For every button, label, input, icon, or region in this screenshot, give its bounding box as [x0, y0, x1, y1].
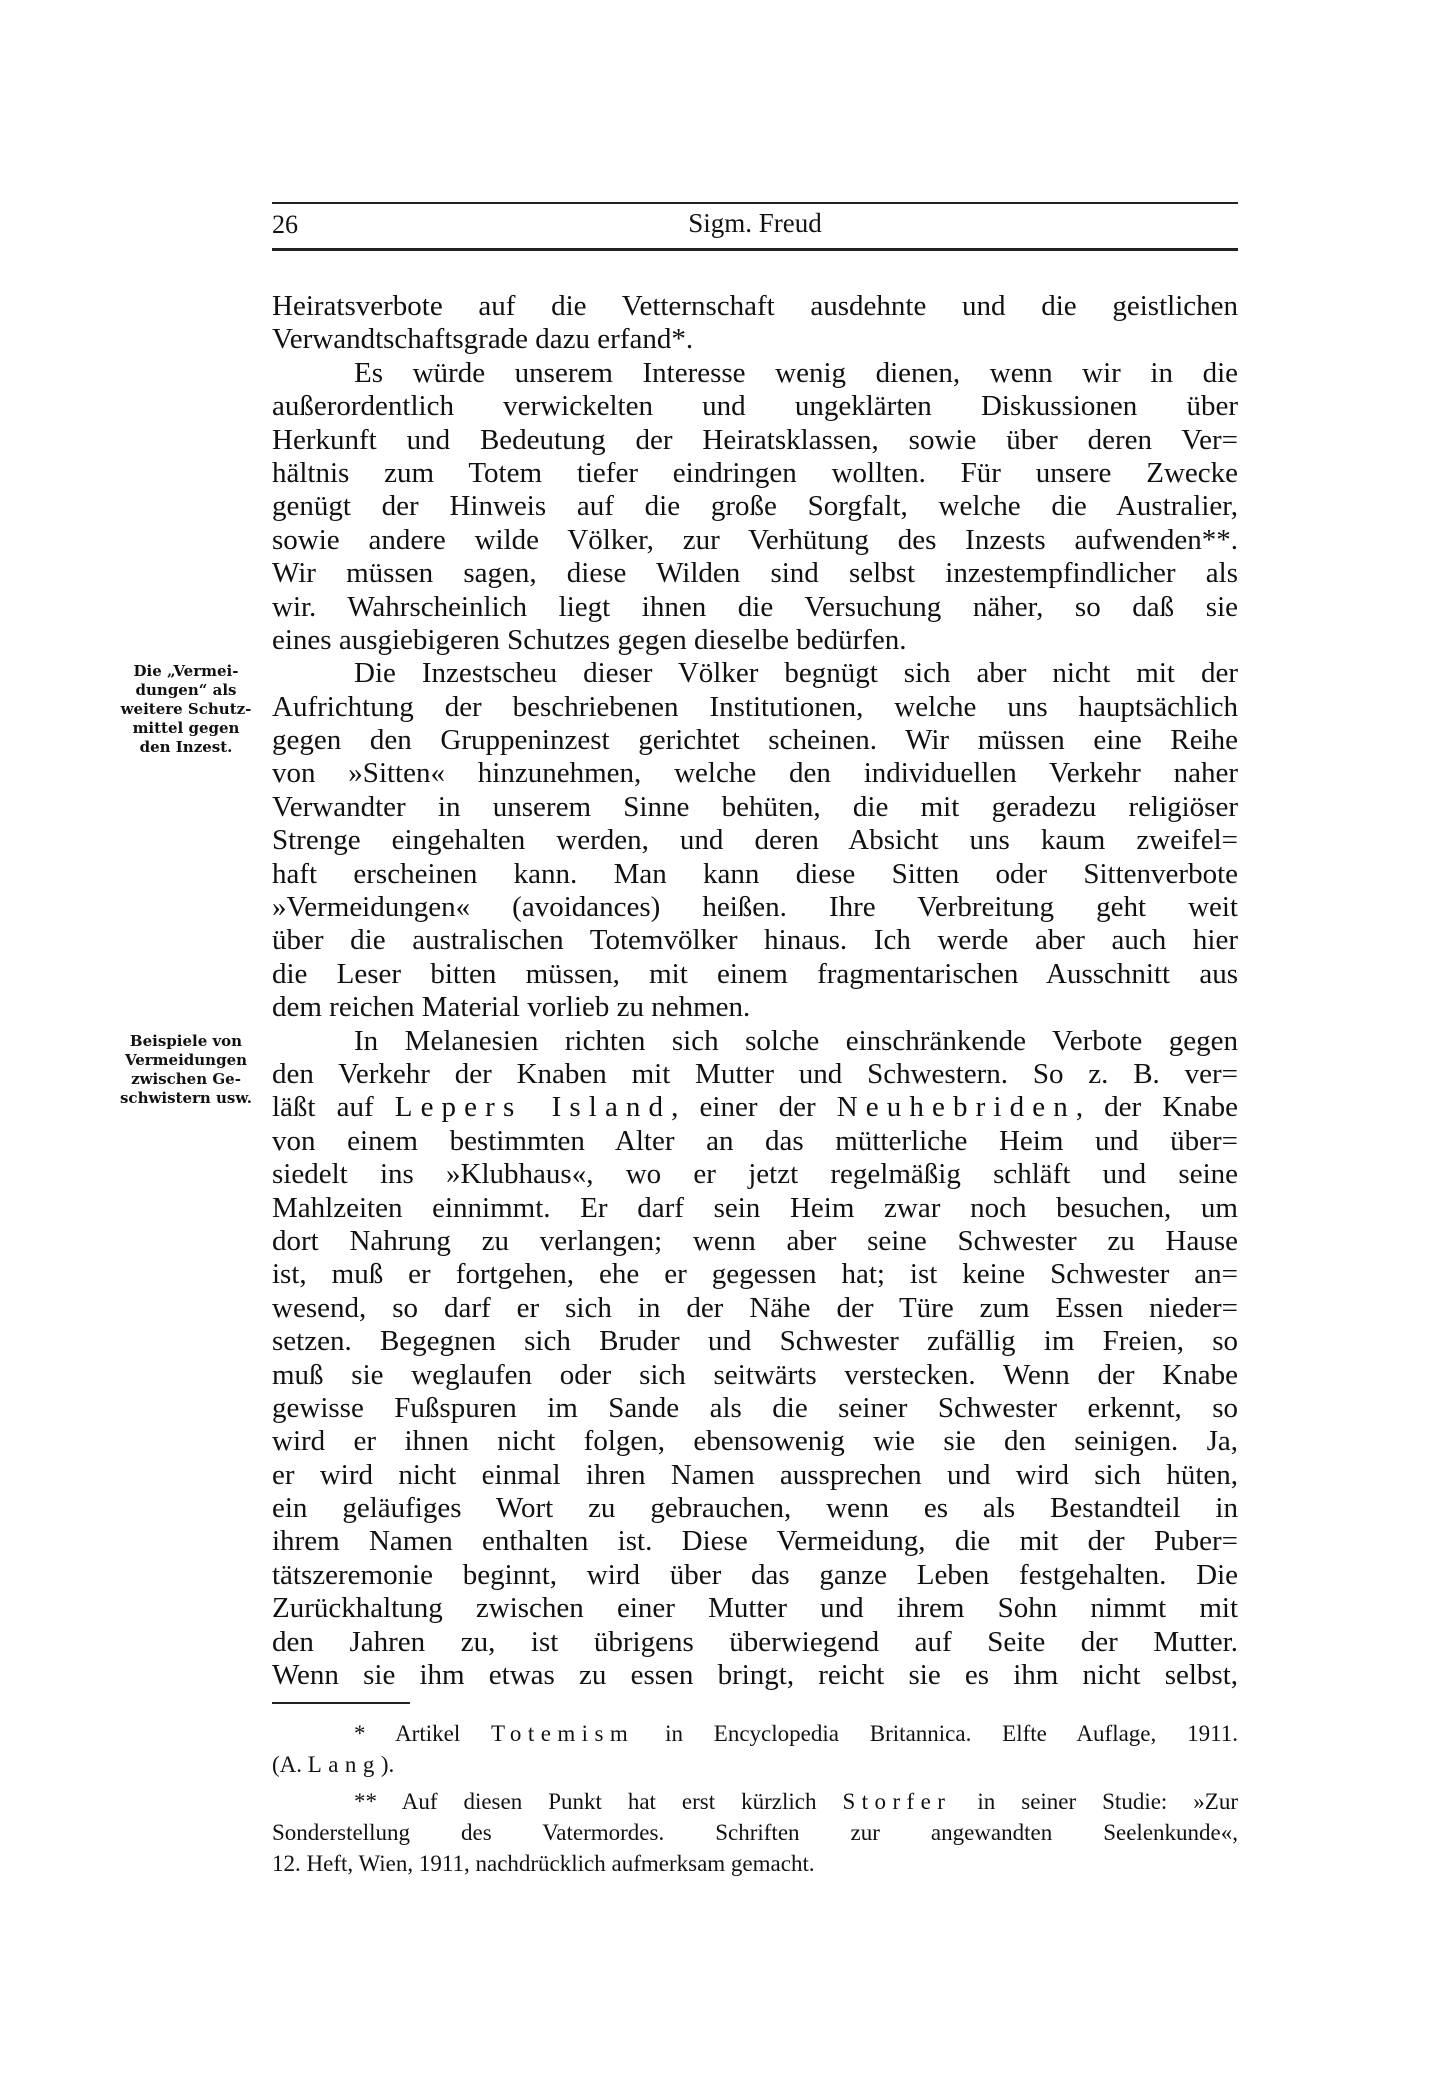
text-line [272, 1125, 1238, 1158]
text-line [272, 1659, 1238, 1692]
text-segment: wesend, so darf er sich in der Nähe der Türe zum Essen nieder= [272, 1291, 1238, 1324]
text-line [272, 1425, 1238, 1458]
text-segment: (A. [272, 1752, 308, 1777]
text-segment: sowie andere wilde Völker, zur Verhütung des Inzests aufwenden**. [272, 523, 1238, 556]
text-line [272, 524, 1238, 557]
text-line [272, 424, 1238, 457]
text-line [272, 958, 1238, 991]
body-text [272, 290, 1238, 1692]
text-segment: dem reichen Material vorlieb zu nehmen. [272, 991, 751, 1024]
text-segment: eines ausgiebigeren Schutzes gegen dieselbe bedürfen. [272, 623, 907, 656]
text-line [272, 323, 1238, 356]
text-segment: hältnis zum Totem tiefer eindringen wollten. Für unsere Zwecke [272, 456, 1238, 489]
text-line [272, 1459, 1238, 1492]
text-segment: Zurückhaltung zwischen einer Mutter und ihrem Sohn nimmt mit [272, 1592, 1238, 1625]
text-segment: von einem bestimmten Alter an das mütterliche Heim und über= [272, 1124, 1238, 1157]
text-line [272, 1325, 1238, 1358]
text-line [272, 1025, 1238, 1058]
footnote-line [272, 1749, 1238, 1780]
text-line [272, 1592, 1238, 1625]
text-line [272, 1058, 1238, 1091]
spaced-name: Totemism [491, 1721, 635, 1746]
text-line [272, 724, 1238, 757]
text-segment: Mahlzeiten einnimmt. Er darf sein Heim zwar noch besuchen, um [272, 1191, 1238, 1224]
text-segment: Wir müssen sagen, diese Wilden sind selbst inzestempfindlicher als [272, 557, 1238, 590]
text-segment: den Jahren zu, ist übrigens überwiegend auf Seite der Mutter. [272, 1625, 1238, 1658]
text-segment: er wird nicht einmal ihren Namen aussprechen und wird sich hüten, [272, 1458, 1238, 1491]
text-segment: »Vermeidungen« (avoidances) heißen. Ihre Verbreitung geht weit [272, 891, 1238, 924]
text-segment: tätszeremonie beginnt, wird über das ganze Leben festgehalten. Die [272, 1558, 1238, 1591]
text-line [272, 624, 1238, 657]
text-segment: haft erscheinen kann. Man kann diese Sitten oder Sittenverbote [272, 857, 1238, 890]
margin-note-line: weitere Schutz- [120, 700, 252, 718]
spaced-name: Storfer [842, 1789, 952, 1814]
text-segment: siedelt ins »Klubhaus«, wo er jetzt regelmäßig schläft und seine [272, 1158, 1238, 1191]
text-line [272, 290, 1238, 323]
footnote-rule [272, 1702, 410, 1704]
text-segment: außerordentlich verwickelten und ungeklärten Diskussionen über [272, 390, 1238, 423]
text-segment: gegen den Gruppeninzest gerichtet scheinen. Wir müssen eine Reihe [272, 724, 1238, 757]
margin-note-line: dungen“ als [135, 681, 237, 699]
text-segment: * Artikel [354, 1721, 492, 1746]
text-line [272, 1626, 1238, 1659]
page-number: 26 [272, 210, 298, 239]
text-line [272, 1559, 1238, 1592]
text-segment: wird er ihnen nicht folgen, ebensowenig wie sie den seinigen. Ja, [272, 1425, 1238, 1458]
text-line [272, 891, 1238, 924]
margin-note-line: Die „Vermei- [133, 662, 239, 680]
text-segment: Es würde unserem Interesse wenig dienen, wenn wir in die [354, 356, 1238, 389]
text-line [272, 1359, 1238, 1392]
text-segment: Verwandtschaftsgrade dazu erfand*. [272, 323, 694, 356]
text-line [272, 991, 1238, 1024]
text-segment: ein geläufiges Wort zu gebrauchen, wenn es als Bestandteil in [272, 1492, 1238, 1525]
footnote-line [272, 1817, 1238, 1848]
margin-note-examples [104, 1032, 268, 1108]
text-segment: Wenn sie ihm etwas zu essen bringt, reicht sie es ihm nicht selbst, [272, 1659, 1238, 1692]
text-segment: wir. Wahrscheinlich liegt ihnen die Versuchung näher, so daß sie [272, 590, 1238, 623]
text-line [272, 1225, 1238, 1258]
header-bottom-rule [272, 248, 1238, 251]
text-line [272, 858, 1238, 891]
text-line [272, 457, 1238, 490]
text-segment: ). [380, 1752, 395, 1777]
margin-note-line: mittel gegen [132, 719, 240, 737]
margin-note-line: Beispiele von [129, 1032, 243, 1050]
text-segment: genügt der Hinweis auf die große Sorgfalt, welche die Australier, [272, 490, 1238, 523]
footnote-line [272, 1718, 1238, 1749]
text-segment: läßt auf [272, 1091, 395, 1124]
text-line [272, 657, 1238, 690]
footnote-line [272, 1848, 1238, 1879]
header-top-rule [272, 202, 1238, 204]
text-line [272, 591, 1238, 624]
spaced-name: Lang [307, 1752, 381, 1777]
text-segment: Aufrichtung der beschriebenen Institutionen, welche uns hauptsächlich [272, 690, 1238, 723]
spaced-name: Lepers Island [394, 1091, 672, 1124]
text-segment: über die australischen Totemvölker hinaus. Ich werde aber auch hier [272, 924, 1238, 957]
text-line [272, 557, 1238, 590]
text-line [272, 1192, 1238, 1225]
text-line [272, 1492, 1238, 1525]
margin-note-line: Vermeidungen [124, 1051, 248, 1069]
text-segment: in Encyclopedia Britannica. Elfte Auflage, 1911. [634, 1721, 1238, 1746]
margin-note-line: zwischen Ge- [131, 1070, 241, 1088]
text-segment: dort Nahrung zu verlangen; wenn aber seine Schwester zu Hause [272, 1224, 1238, 1257]
text-segment: , einer der [671, 1091, 837, 1124]
text-line [272, 490, 1238, 523]
text-segment: , der Knabe [1075, 1091, 1238, 1124]
footnotes [272, 1718, 1238, 1879]
text-segment: 12. Heft, Wien, 1911, nachdrücklich aufmerksam gemacht. [272, 1851, 815, 1876]
text-segment: in seiner Studie: »Zur [951, 1789, 1239, 1814]
margin-note-line: schwistern usw. [119, 1089, 253, 1107]
text-segment: von »Sitten« hinzunehmen, welche den individuellen Verkehr naher [272, 757, 1238, 790]
text-line [272, 1158, 1238, 1191]
text-segment: Sonderstellung des Vatermordes. Schriften zur angewandten Seelenkunde«, [272, 1820, 1238, 1845]
text-segment: In Melanesien richten sich solche einschränkende Verbote gegen [354, 1024, 1238, 1057]
text-segment: Herkunft und Bedeutung der Heiratsklassen, sowie über deren Ver= [272, 423, 1238, 456]
text-segment: Die Inzestscheu dieser Völker begnügt sich aber nicht mit der [354, 657, 1238, 690]
text-segment: die Leser bitten müssen, mit einem fragmentarischen Ausschnitt aus [272, 957, 1238, 990]
text-line [272, 1525, 1238, 1558]
text-line [272, 1392, 1238, 1425]
text-segment: ist, muß er fortgehen, ehe er gegessen hat; ist keine Schwester an= [272, 1258, 1238, 1291]
text-line [272, 357, 1238, 390]
text-line [272, 924, 1238, 957]
text-segment: gewisse Fußspuren im Sande als die seiner Schwester erkennt, so [272, 1391, 1238, 1424]
text-segment: Strenge eingehalten werden, und deren Absicht uns kaum zweifel= [272, 824, 1238, 857]
text-line [272, 390, 1238, 423]
text-line [272, 824, 1238, 857]
text-segment: den Verkehr der Knaben mit Mutter und Schwestern. So z. B. ver= [272, 1057, 1238, 1090]
text-segment: Heiratsverbote auf die Vetternschaft ausdehnte und die geistlichen [272, 290, 1238, 322]
running-title: Sigm. Freud [688, 208, 822, 238]
margin-note-avoidances [104, 662, 268, 757]
text-line [272, 1258, 1238, 1291]
footnote-line [272, 1786, 1238, 1817]
text-line [272, 757, 1238, 790]
text-line [272, 691, 1238, 724]
spaced-name: Neuhebriden [836, 1091, 1076, 1124]
text-segment: muß sie weglaufen oder sich seitwärts verstecken. Wenn der Knabe [272, 1358, 1238, 1391]
text-line [272, 791, 1238, 824]
text-segment: setzen. Begegnen sich Bruder und Schwester zufällig im Freien, so [272, 1325, 1238, 1358]
text-line [272, 1091, 1238, 1124]
text-segment: ** Auf diesen Punkt hat erst kürzlich [354, 1789, 843, 1814]
text-segment: Verwandter in unserem Sinne behüten, die mit geradezu religiöser [272, 790, 1238, 823]
margin-note-line: den Inzest. [139, 738, 233, 756]
text-line [272, 1292, 1238, 1325]
text-segment: ihrem Namen enthalten ist. Diese Vermeidung, die mit der Puber= [272, 1525, 1238, 1558]
